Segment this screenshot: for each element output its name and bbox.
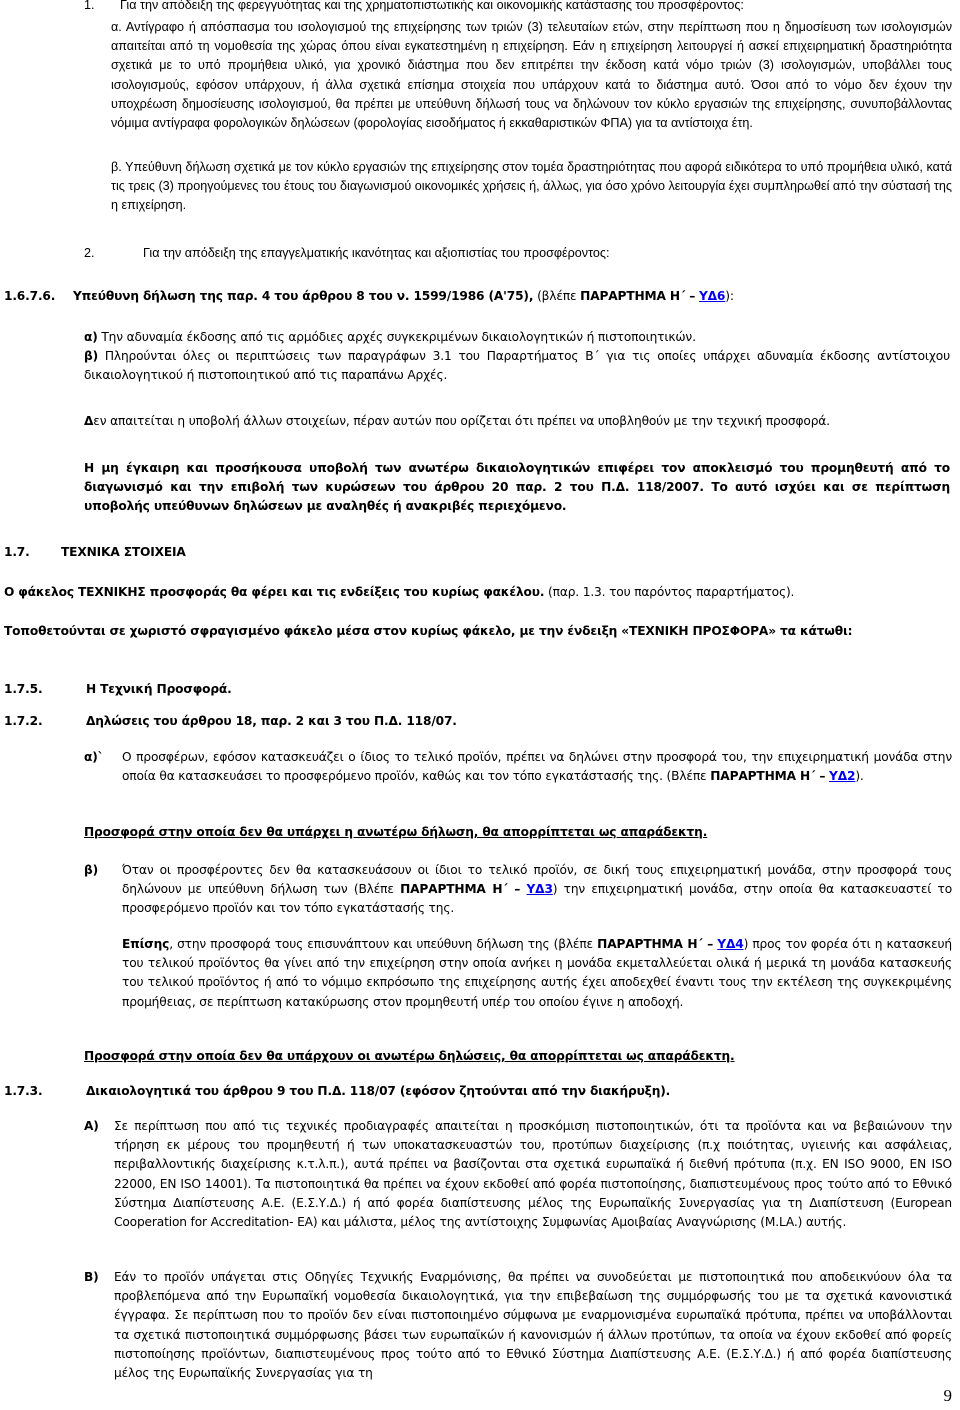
section-1676-title: Υπεύθυνη δήλωση της παρ. 4 του άρθρου 8 του ν. 1599/1986 (Α'75), <box>72 289 534 303</box>
note-text: εν απαιτείται η υποβολή άλλων στοιχείων, πέραν αυτών που ορίζεται ότι πρέπει να υποβληθούν με την τεχνική προσφορά. <box>93 414 830 428</box>
item-1a-label: α. <box>111 20 122 34</box>
technical-offer-envelope-note: Τοποθετούνται σε χωριστό σφραγισμένο φάκελο μέσα στον κυρίως φάκελο, με την ένδειξη «ΤΕΧΝΙΚΗ ΠΡΟΣΦΟΡΑ» τα κάτωθι: <box>4 624 853 638</box>
section-17-number: 1.7. <box>4 545 30 559</box>
item-1b-para <box>111 158 952 216</box>
folder-note <box>4 583 954 602</box>
section-1676-b <box>84 347 950 385</box>
section-1676-a-label: α) <box>84 330 98 344</box>
item-1a-text: Αντίγραφο ή απόσπασμα του ισολογισμού της επιχείρησης των τριών (3) τελευταίων ετών, στην περίπτωση που η δημοσίευση των ισολογισμών απαιτείται από τη νομοθεσία της χώρας όπου είναι εγκατεστημένη η επιχείρηση. Εάν η επιχείρηση λειτουργεί ή ασκεί επιχειρηματική δραστηριότητα σχετικά με το υπό προμήθεια υλικό, για χρονικό διάστημα που δεν επιτρέπει την έκδοση κατά νόμο τριών (3) ισολογισμών, υποβάλλει τους ισολογισμούς, εφόσον υπάρχουν, ή άλλα σχετικά επίσημα στοιχεία που υπάρχουν κατά το διάστημα αυτό. Όσοι από το νόμο δεν έχουν την υποχρέωση δημοσίευσης ισολογισμού, θα πρέπει με υπεύθυνη δήλωσή τους να δηλώνουν τον κύκλο εργασιών της επιχείρησης, συνυποβάλλοντας νόμιμα αντίγραφα φορολογικών δηλώσεων (φορολογίας εισοδήματος ή εκκαθαριστικών ΦΠΑ) για τα αντίστοιχα έτη. <box>111 20 952 131</box>
section-172-a-text: Ο προσφέρων, εφόσον κατασκευάζει ο ίδιος το τελικό προϊόν, πρέπει να δηλώνει στην προσφορά του, την επιχειρηματική μονάδα στην οποία θα κατασκευάσει το προσφερόμενο προϊόν, καθώς και τον τόπο εγκατάστασής της. (Βλέπε <box>122 750 952 784</box>
ref-yd2-link[interactable]: ΥΔ2 <box>829 769 856 784</box>
section-172-heading <box>4 712 704 731</box>
section-172-number: 1.7.2. <box>4 714 43 728</box>
section-173-number: 1.7.3. <box>4 1084 43 1098</box>
section-172-also: Επίσης, στην προσφορά τους επισυνάπτουν και υπεύθυνη δήλωση της (βλέπε ΠΑΡΑΡΤΗΜΑ Η΄ – ΥΔ4) προς τον φορέα ότι η κατασκευή του τελικού προϊόντος θα γίνει από την επιχείρηση στην οποία ανήκει η μονάδα εκμεταλλεύεται ολικά ή μερικά τη μονάδα κατασκευής του τελικού προϊόντος ή από το νόμιμο εκπρόσωπο της επιχείρησης αυτής έχει αποδεχθεί έναντι τους την εκτέλεση της συγκεκριμένης προμήθειας, σε περίπτωση κατακύρωσης στον προμηθευτή υπέρ του οποίου έγινε η αποδοχή. <box>122 937 953 1009</box>
section-17-title: ΤΕΧΝΙΚΑ ΣΤΟΙΧΕΙΑ <box>61 545 186 559</box>
also-text: , στην προσφορά τους επισυνάπτουν και υπεύθυνη δήλωση της (βλέπε <box>169 937 593 951</box>
ref-yd4-link[interactable]: ΥΔ4 <box>717 937 744 951</box>
section-175-number: 1.7.5. <box>4 682 43 696</box>
also-bold: Επίσης <box>122 937 170 951</box>
item-1a <box>111 18 952 133</box>
item-1-number: 1. <box>84 0 95 12</box>
section-172-b <box>122 861 952 919</box>
section-1676-items <box>84 328 950 386</box>
section-172-a-label <box>84 748 124 767</box>
section-1676-number: 1.6.7.6. <box>4 289 56 303</box>
section-172-b-annex: ΠΑΡΑΡΤΗΜΑ Η΄ – <box>400 882 521 897</box>
folder-note-bold: Ο φάκελος ΤΕΧΝΙΚΗΣ προσφοράς θα φέρει και τις ενδείξεις του κυρίως φακέλου. <box>4 585 545 599</box>
section-1676-heading <box>4 287 954 306</box>
section-173-A-label-text: Α) <box>84 1119 99 1133</box>
also-annex: ΠΑΡΑΡΤΗΜΑ Η΄ – <box>597 937 714 951</box>
section-172-a <box>122 748 952 786</box>
section-173-heading <box>4 1082 954 1101</box>
item-1b <box>111 158 952 216</box>
exclusion-warning: Η μη έγκαιρη και προσήκουσα υποβολή των ανωτέρω δικαιολογητικών επιφέρει τον αποκλεισμό του προμηθευτή από το διαγωνισμό και την επιβολή των κυρώσεων του άρθρου 20 παρ. 2 του Π.Δ. 118/2007. Το αυτό ισχύει και σε περίπτωση υποβολής υπεύθυνων δηλώσεων με αναληθές ή ανακριβές περιεχόμενο. <box>84 461 950 514</box>
section-1676-a-text: Την αδυναμία έκδοσης από τις αρμόδιες αρχές συγκεκριμένων δικαιολογητικών ή πιστοποιητικών. <box>101 330 696 344</box>
note-initial: Δ <box>84 414 94 428</box>
ref-yd3-link[interactable]: ΥΔ3 <box>526 882 553 897</box>
section-172-title: Δηλώσεις του άρθρου 18, παρ. 2 και 3 του Π.Δ. 118/07. <box>86 714 457 728</box>
section-173-A: Σε περίπτωση που από τις τεχνικές προδιαγραφές απαιτείται η προσκόμιση πιστοποιητικών, ότι τα προϊόντα και να βεβαιώνουν την τήρηση εκ μέρους του προμηθευτή ή των υποκατασκευαστών του, προτύπων διαχείρισης (π.χ ποιότητας, υγιεινής και ασφάλειας, περιβαλλοντικής διαχείρισης κ.τ.λ.π.), αυτά πρέπει να βασίζονται στα σχετικά ευρωπαϊκά ή διεθνή πρότυπα (π.χ. ΕΝ ISO 9000, ΕΝ ISO 22000, ΕΝ ISO 14001). Τα πιστοποιητικά θα πρέπει να έχουν εκδοθεί από φορέα πιστοποίησης, διαπιστευμένους προς τούτο από το Εθνικό Σύστημα Διαπίστευσης Α.Ε. (Ε.Σ.Υ.Δ.) ή από φορέα διαπίστευσης μέλος της Ευρωπαϊκής Συνεργασίας για τη Διαπίστευση (European Cooperation for Accreditation- EA) και μάλιστα, μέλος της αντίστοιχης Συμφωνίας Αμοιβαίας Αναγνώρισης (M.LA.) αυτής. <box>114 1119 952 1230</box>
item-1b-text: Υπεύθυνη δήλωση σχετικά με τον κύκλο εργασιών της επιχείρησης στον τομέα δραστηριότητας που αφορά ειδικότερα το υπό προμήθεια υλικό, κατά τις τρεις (3) προηγούμενες του έτους του διαγωνισμού οικονομικές χρήσεις ή, άλλως, για όσο χρόνο λειτουργία έχει συμπληρωθεί από την σύστασή της η επιχείρηση. <box>111 160 952 213</box>
section-1676-annex: ΠΑΡΑΡΤΗΜΑ Η΄ – <box>580 289 696 303</box>
item-2-number: 2. <box>84 246 95 260</box>
section-173-B-label-text: Β) <box>84 1270 99 1284</box>
section-1676-a <box>84 328 950 347</box>
section-173-title: Δικαιολογητικά του άρθρου 9 του Π.Δ. 118/07 (εφόσον ζητούνται από την διακήρυξη). <box>86 1084 671 1098</box>
rejection-note-1: Προσφορά στην οποία δεν θα υπάρχει η ανωτέρω δήλωση, θα απορρίπτεται ως απαράδεκτη. <box>84 825 708 839</box>
item-1-text: Για την απόδειξη της φερεγγυότητας και της χρηματοπιστωτικής και οικονομικής κατάστασης του προσφέροντος: <box>120 0 744 12</box>
section-172-b-end: ) την επιχειρηματική μονάδα, στην οποία θα κατασκευαστεί το προσφερόμενο προϊόν και τον τόπο εγκατάστασής της. <box>122 882 952 916</box>
section-172-b-label-text: β) <box>84 863 98 877</box>
item-1a-para <box>111 18 952 133</box>
section-1676-post: ): <box>725 289 734 303</box>
section-175-title: Η Τεχνική Προσφορά. <box>86 682 232 696</box>
section-175-heading <box>4 680 504 699</box>
folder-note-rest: (παρ. 1.3. του παρόντος παραρτήματος). <box>544 585 795 599</box>
ref-yd6-link[interactable]: ΥΔ6 <box>698 289 726 303</box>
section-172-b-text: Όταν οι προσφέροντες δεν θα κατασκευάσουν οι ίδιοι το τελικό προϊόν, σε δική τους επιχειρηματική μονάδα, στην προσφορά τους δηλώνουν με υπεύθυνη δήλωση των (Βλέπε <box>122 863 952 897</box>
also-end: προς τον φορέα ότι η κατασκευή του τελικού προϊόντος θα γίνει από την επιχείρηση στην οποία ανήκει η μονάδα εκμεταλλεύεται ολικά ή μερικά τη μονάδα κατασκευής του τελικού προϊόντος ή από το νόμιμο εκπρόσωπο της επιχείρησης αυτής έχει αποδεχθεί έναντι τους την εκτέλεση της συγκεκριμένης προμήθειας, σε περίπτωση κατακύρωσης στον προμηθευτή υπέρ του οποίου έγινε η αποδοχή. <box>122 937 953 1009</box>
section-172-b-label <box>84 861 124 880</box>
item-1b-label: β. <box>111 160 122 174</box>
page-number: 9 <box>943 1386 952 1405</box>
section-172-a-label-text: α)` <box>84 750 104 764</box>
section-173-B: Εάν το προϊόν υπάγεται στις Οδηγίες Τεχνικής Εναρμόνισης, θα πρέπει να συνοδεύεται με πιστοποιητικά που αποδεικνύουν όλα τα προβλεπόμενα από την Ευρωπαϊκή νομοθεσία δικαιολογητικά, για την επιβεβαίωση της συμμόρφωσής του με τα σχετικά κανονιστικά έγγραφα. Σε περίπτωση που το προϊόν δεν είναι πιστοποιημένο σύμφωνα με εναρμονισμένα ευρωπαϊκά πρότυπα, πρέπει να υποβάλλονται τα σχετικά πιστοποιητικά συμμόρφωσης βάσει των ευρωπαϊκών ή κανονισμών ή άλλων προτύπων, τα οποία να έχουν εκδοθεί από φορείς πιστοποίησης προϊόντων, διαπιστευμένους προς τούτο από το Εθνικό Σύστημα Διαπίστευσης Α.Ε. (Ε.Σ.Υ.Δ.) ή από φορέα διαπίστευσης μέλος της Ευρωπαϊκής Συνεργασίας για τη <box>114 1270 952 1381</box>
no-other-docs-note <box>84 412 950 431</box>
section-17-heading <box>4 543 904 562</box>
section-1676-pre: (βλέπε <box>537 289 577 303</box>
section-172-a-annex: ΠΑΡΑΡΤΗΜΑ Η΄ – <box>710 769 826 784</box>
section-1676-b-label: β) <box>84 349 98 364</box>
section-172-a-end: ). <box>855 769 864 784</box>
section-1676-b-text: Πληρούνται όλες οι περιπτώσεις των παραγράφων 3.1 του Παραρτήματος Β΄ για τις οποίες υπάρχει αδυναμία έκδοσης αντίστοιχου δικαιολογητικού ή πιστοποιητικού από τις παραπάνω Αρχές. <box>84 349 950 383</box>
rejection-note-2: Προσφορά στην οποία δεν θα υπάρχουν οι ανωτέρω δηλώσεις, θα απορρίπτεται ως απαράδεκτη. <box>84 1049 735 1063</box>
item-2-text: Για την απόδειξη της επαγγελματικής ικανότητας και αξιοπιστίας του προσφέροντος: <box>143 246 610 260</box>
